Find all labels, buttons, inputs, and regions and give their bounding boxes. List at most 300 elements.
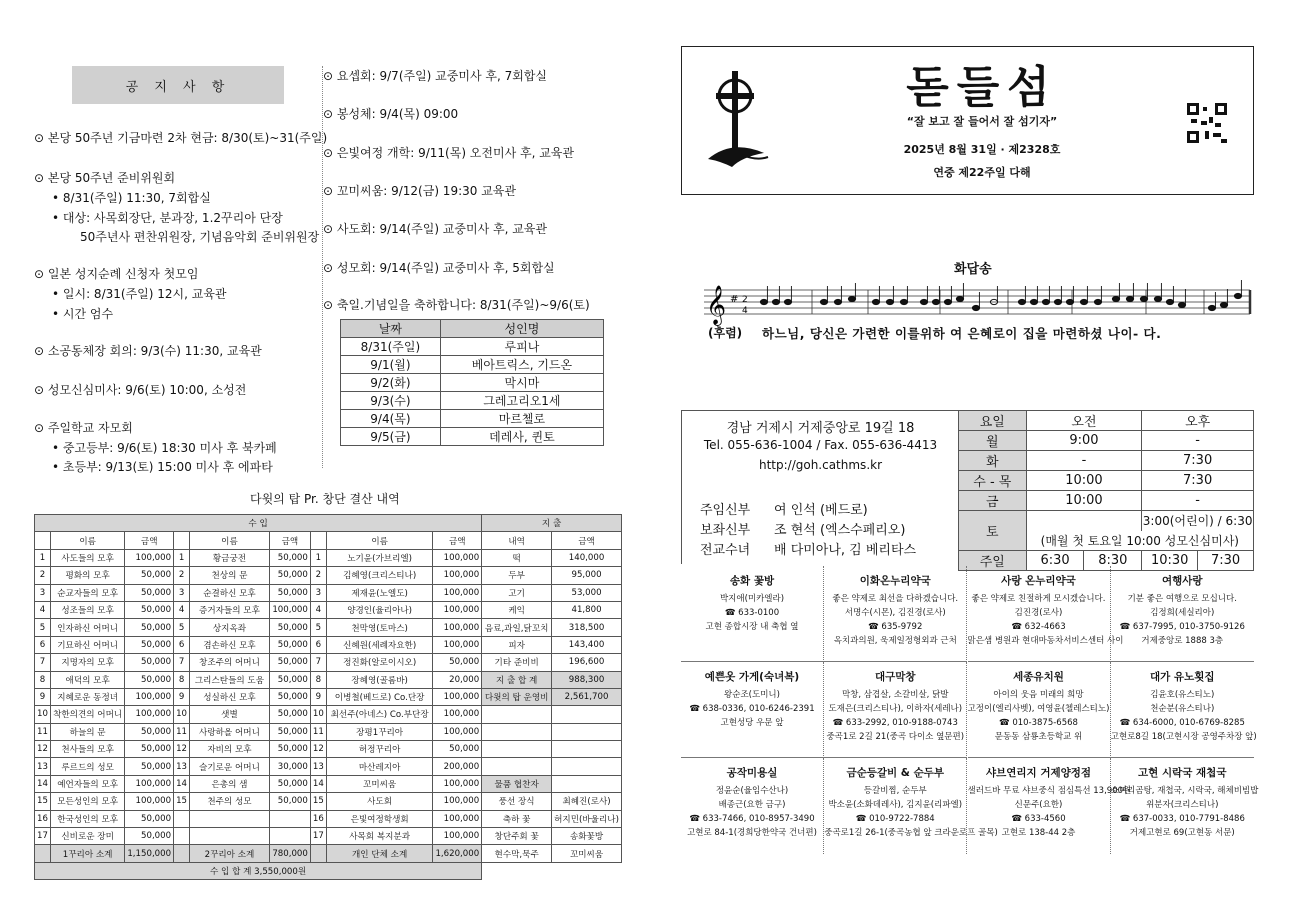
finance-cell: 정진화(알로이시오): [326, 654, 433, 671]
feast-cell: 9/5(금): [341, 428, 441, 446]
finance-table: [34, 514, 622, 880]
finance-cell: 140,000: [552, 549, 622, 566]
finance-cell: 떡: [482, 549, 552, 566]
finance-cell: 그리스탄들의 도움: [190, 671, 270, 688]
ad-line: 고현로8길 18(고현시장 공영주차장 앞): [1110, 732, 1257, 742]
finance-cell: 모든성인의 모후: [50, 793, 124, 810]
ad-line: 옥치과의원, 욱제일정형외과 근처: [833, 636, 957, 646]
finance-cell: 10: [35, 706, 51, 723]
finance-cell: 50,000: [125, 584, 174, 601]
finance-cell: 허정꾸리아: [326, 741, 433, 758]
feast-cell: 베아트릭스, 기드온: [440, 356, 603, 374]
ad-card: [824, 566, 967, 662]
schedule-am: 10:00: [1026, 471, 1142, 491]
ad-card: [967, 566, 1124, 662]
finance-cell: 14: [35, 775, 51, 792]
schedule-time: 10:30: [1142, 551, 1198, 571]
schedule-note: (매월 첫 토요일 10:00 성모신심미사): [1026, 531, 1253, 551]
ad-card: [967, 758, 1132, 854]
finance-cell: 41,800: [552, 601, 622, 618]
finance-cell: 사도회: [326, 793, 433, 810]
ad-line: 소머리곰탕, 재첩국, 시락국, 해체비빔밥: [1110, 786, 1259, 796]
finance-cell: 100,000: [433, 567, 482, 584]
staff-role: 전교수녀: [700, 543, 751, 558]
ad-card: [1111, 566, 1254, 662]
ad-card: [968, 662, 1111, 758]
finance-cell: 지혜로운 동정녀: [50, 688, 124, 705]
schedule-row: [959, 511, 1254, 531]
finance-column-header: 이름: [190, 532, 270, 549]
finance-cell: 송화꽃방: [552, 828, 622, 845]
hymn-title: 화답송: [954, 262, 992, 277]
schedule-day: 수 - 목: [959, 471, 1027, 491]
ad-line: ☎ 633-2992, 010-9188-0743: [832, 718, 958, 728]
schedule-pm: 7:30: [1142, 471, 1254, 491]
finance-cell: 현수막,묵주: [482, 845, 552, 862]
finance-column-header: 금액: [433, 532, 482, 549]
finance-cell: 7: [174, 654, 190, 671]
finance-cell: 다윗의 탑 운영비: [482, 688, 552, 705]
ad-line: 샐러드바 무료 샤브중식 점심특선 13,900원: [967, 786, 1132, 796]
finance-cell: 100,000: [433, 601, 482, 618]
finance-cell: 3: [310, 584, 326, 601]
finance-cell: 100,000: [125, 775, 174, 792]
finance-cell: [190, 828, 270, 845]
expense-header: 지 출: [482, 515, 622, 532]
notice-item: ⊙ 주일학교 자모회: [34, 421, 133, 435]
finance-cell: 5: [174, 619, 190, 636]
finance-cell: 50,000: [125, 671, 174, 688]
finance-cell: 100,000: [433, 584, 482, 601]
finance-cell: 1,620,000: [433, 845, 482, 862]
finance-cell: 자비의 모후: [190, 741, 270, 758]
ad-name: 대구막창: [874, 671, 916, 683]
ad-card: [1110, 662, 1257, 758]
finance-cell: 천막영(토마스): [326, 619, 433, 636]
finance-cell: 196,600: [552, 654, 622, 671]
finance-cell: 9: [310, 688, 326, 705]
ad-line: 아이의 웃음 미래의 희망: [993, 690, 1084, 700]
finance-cell: 50,000: [125, 636, 174, 653]
motto: “잘 보고 잘 들어서 잘 섬기자”: [906, 115, 1058, 128]
finance-cell: 사목회 복지분과: [326, 828, 433, 845]
ad-line: 신문주(요한): [1014, 800, 1063, 810]
finance-total-row: [35, 862, 622, 879]
finance-cell: 최선주(아네스) Co.부단장: [326, 706, 433, 723]
finance-cell: 6: [174, 636, 190, 653]
ad-line: 박지애(미카엘라): [719, 594, 785, 604]
finance-cell: 5: [310, 619, 326, 636]
income-total: 수 입 합 계 3,550,000원: [35, 862, 482, 879]
finance-cell: 50,000: [269, 688, 310, 705]
finance-cell: [552, 706, 622, 723]
finance-cell: 7: [310, 654, 326, 671]
business-ads: [681, 566, 1259, 854]
finance-cell: 10: [310, 706, 326, 723]
finance-cell: [552, 758, 622, 775]
finance-cell: 순교자들의 모후: [50, 584, 124, 601]
ad-line: ☎ 635-9792: [868, 622, 923, 632]
finance-cell: 노기윤(가브리엘): [326, 549, 433, 566]
finance-cell: 14: [310, 775, 326, 792]
finance-cell: 100,000: [433, 723, 482, 740]
feast-row: [341, 428, 604, 446]
ad-line: 거제중앙로 1888 3층: [1141, 636, 1224, 646]
ad-line: 중곡1로 2길 21(중곡 다이소 옆문편): [826, 732, 965, 742]
finance-row: [35, 741, 622, 758]
finance-cell: [174, 845, 190, 862]
finance-row: [35, 619, 622, 636]
finance-cell: 지 출 합 계: [482, 671, 552, 688]
finance-cell: 50,000: [269, 775, 310, 792]
finance-cell: 겸손하신 모후: [190, 636, 270, 653]
ad-line: ☎ 010-9722-7884: [855, 814, 935, 824]
feast-row: [341, 374, 604, 392]
finance-cell: 풍선 장식: [482, 793, 552, 810]
notice-item: • 대상: 사목회장단, 분과장, 1.2꾸리아 단장: [52, 211, 283, 225]
refrain-lyric: 하느님, 당신은 가련한 이를위하 여 은혜로이 집을 마련하셨 나이- 다.: [762, 326, 1162, 341]
finance-column-header: [35, 532, 51, 549]
finance-cell: 1: [35, 549, 51, 566]
finance-cell: [482, 741, 552, 758]
finance-cell: [174, 828, 190, 845]
finance-cell: 피자: [482, 636, 552, 653]
ad-line: 고정이(엘리사벳), 여영윤(첼레스티노): [967, 704, 1110, 714]
qr-code-icon: [1187, 103, 1227, 143]
finance-cell: 780,000: [269, 845, 310, 862]
schedule-time: 8:30: [1084, 551, 1142, 571]
schedule-day: 월: [959, 431, 1027, 451]
finance-cell: 한국성인의 모후: [50, 810, 124, 827]
finance-cell: 15: [174, 793, 190, 810]
ad-line: ☎ 633-0100: [724, 608, 780, 618]
ad-card: [824, 662, 967, 758]
finance-column-header: [310, 532, 326, 549]
finance-cell: 15: [35, 793, 51, 810]
ad-name: 이화온누리약국: [859, 575, 931, 587]
finance-cell: 4: [35, 601, 51, 618]
schedule-row: [959, 491, 1254, 511]
feast-cell: 막시마: [440, 374, 603, 392]
feast-table: [340, 319, 604, 446]
ad-line: 막창, 삼겹살, 소갈비살, 닭발: [841, 690, 949, 700]
ad-name: 세종유치원: [1013, 671, 1064, 683]
finance-cell: 100,000: [433, 775, 482, 792]
finance-cell: 증거자들의 모후: [190, 601, 270, 618]
svg-text:#: #: [730, 294, 739, 305]
finance-cell: 7: [35, 654, 51, 671]
notice-item: ⊙ 성모신심미사: 9/6(토) 10:00, 소성전: [34, 383, 247, 397]
finance-cell: 1꾸리아 소계: [50, 845, 124, 862]
finance-cell: 2꾸리아 소계: [190, 845, 270, 862]
finance-cell: 50,000: [125, 619, 174, 636]
finance-cell: 100,000: [433, 619, 482, 636]
finance-cell: 13: [174, 758, 190, 775]
refrain-label: (후렴): [708, 326, 743, 340]
finance-cell: 100,000: [433, 810, 482, 827]
finance-cell: 100,000: [433, 793, 482, 810]
finance-cell: 988,300: [552, 671, 622, 688]
finance-cell: 하늘의 문: [50, 723, 124, 740]
finance-cell: 사랑하올 어머니: [190, 723, 270, 740]
finance-row: [35, 758, 622, 775]
liturgical-sunday: 연중 제22주일 다해: [933, 166, 1031, 179]
finance-cell: 50,000: [125, 601, 174, 618]
ad-line: 중곡로1길 26-1(중곡농협 앞 크라운로프 골목): [824, 828, 998, 838]
finance-cell: [190, 810, 270, 827]
ad-line: 고현 종합시장 내 축협 옆: [705, 622, 799, 632]
finance-cell: [482, 723, 552, 740]
svg-text:4: 4: [742, 306, 748, 316]
music-staff: [704, 282, 1254, 325]
schedule-time: 7:30: [1198, 551, 1254, 571]
finance-cell: 천상의 문: [190, 567, 270, 584]
finance-cell: 성실하신 모후: [190, 688, 270, 705]
finance-cell: 천주의 성모: [190, 793, 270, 810]
ad-line: ☎ 637-0033, 010-7791-8486: [1119, 814, 1245, 824]
finance-cell: 50,000: [269, 671, 310, 688]
finance-cell: [552, 741, 622, 758]
finance-cell: 12: [310, 741, 326, 758]
finance-cell: 개인 단체 소계: [326, 845, 433, 862]
finance-cell: 100,000: [433, 688, 482, 705]
ad-line: 서명수(시몬), 김진경(로사): [844, 608, 946, 618]
feast-cell: 마르첼로: [440, 410, 603, 428]
finance-cell: 50,000: [269, 619, 310, 636]
ad-line: ☎ 633-7466, 010-8957-3490: [689, 814, 815, 824]
ad-name: 금순등갈비 & 순두부: [846, 767, 945, 779]
finance-cell: 이병철(베드로) Co.단장: [326, 688, 433, 705]
finance-cell: 마산레지아: [326, 758, 433, 775]
ad-name: 공작미용실: [726, 767, 778, 779]
finance-cell: 11: [310, 723, 326, 740]
finance-cell: 53,000: [552, 584, 622, 601]
finance-cell: 4: [310, 601, 326, 618]
finance-cell: 100,000: [125, 549, 174, 566]
notice-item: • 시간 엄수: [52, 307, 114, 321]
finance-cell: 16: [310, 810, 326, 827]
ad-line: 도재은(크리스티나), 이하자(세레나): [828, 704, 963, 714]
notice-title: 공 지 사 항: [72, 66, 284, 104]
ad-line: ☎ 633-4560: [1011, 814, 1066, 824]
feast-cell: 그레고리오1세: [440, 392, 603, 410]
ad-line: ☎ 010-3875-6568: [999, 718, 1078, 728]
finance-cell: [310, 845, 326, 862]
blank-cell: [552, 862, 622, 879]
finance-cell: 17: [310, 828, 326, 845]
ad-line: 왕순조(도미니): [724, 690, 780, 700]
schedule-header: 오후: [1142, 411, 1254, 431]
finance-row: [35, 601, 622, 618]
finance-column-header: 이름: [50, 532, 124, 549]
finance-cell: 17: [35, 828, 51, 845]
finance-cell: 1: [174, 549, 190, 566]
finance-cell: 50,000: [125, 567, 174, 584]
finance-cell: [269, 828, 310, 845]
finance-cell: 95,000: [552, 567, 622, 584]
ad-line: 천순분(유스티나): [1150, 704, 1215, 714]
finance-cell: 50,000: [269, 549, 310, 566]
staff-name: 여 인석 (베드로): [774, 503, 868, 518]
blank-cell: [1026, 511, 1142, 531]
finance-cell: 50,000: [433, 741, 482, 758]
finance-cell: 50,000: [125, 758, 174, 775]
finance-cell: 양경인(율리아나): [326, 601, 433, 618]
ad-line: 김정희(세실리아): [1150, 608, 1215, 618]
finance-cell: 16: [35, 810, 51, 827]
finance-cell: 100,000: [269, 601, 310, 618]
finance-cell: 8: [35, 671, 51, 688]
finance-cell: 샛별: [190, 706, 270, 723]
finance-cell: 2: [310, 567, 326, 584]
finance-cell: 100,000: [433, 549, 482, 566]
finance-cell: 11: [35, 723, 51, 740]
ad-line: 위분자(크리스티나): [1146, 800, 1219, 810]
feast-row: [341, 338, 604, 356]
finance-row: [35, 671, 622, 688]
finance-cell: 13: [310, 758, 326, 775]
finance-cell: 장평1꾸리아: [326, 723, 433, 740]
finance-cell: 14: [174, 775, 190, 792]
finance-cell: 50,000: [269, 741, 310, 758]
finance-row: [35, 828, 622, 845]
church-info: [681, 410, 958, 564]
finance-cell: 100,000: [433, 706, 482, 723]
finance-cell: 성조들의 모후: [50, 601, 124, 618]
finance-cell: 15: [310, 793, 326, 810]
finance-cell: 은총의 샘: [190, 775, 270, 792]
finance-cell: 김혜영(크리스티나): [326, 567, 433, 584]
feast-header: 날짜: [341, 320, 441, 338]
finance-cell: 황금궁전: [190, 549, 270, 566]
schedule-day: 주일: [959, 551, 1027, 571]
ad-card: [824, 758, 998, 854]
finance-cell: 50,000: [433, 654, 482, 671]
finance-cell: 1: [310, 549, 326, 566]
svg-text:2: 2: [742, 295, 748, 305]
schedule-header: 오전: [1026, 411, 1142, 431]
notice-item: ⊙ 성모회: 9/14(주일) 교중미사 후, 5회합실: [323, 261, 555, 275]
schedule-pm: -: [1142, 491, 1254, 511]
finance-cell: 평화의 모후: [50, 567, 124, 584]
finance-cell: 9: [174, 688, 190, 705]
ad-name: 대가 유노횟집: [1149, 671, 1215, 683]
ad-line: 기분 좋은 여행으로 모십니다.: [1127, 594, 1237, 604]
finance-cell: 6: [310, 636, 326, 653]
schedule-header: 요일: [959, 411, 1027, 431]
finance-cell: 50,000: [125, 810, 174, 827]
finance-cell: 신혜원(세례자요한): [326, 636, 433, 653]
finance-cell: [482, 758, 552, 775]
finance-cell: 50,000: [269, 793, 310, 810]
finance-cell: 50,000: [269, 706, 310, 723]
finance-cell: 최혜진(로사): [552, 793, 622, 810]
ad-line: 좋은 약제로 친절하게 모시겠습니다.: [971, 594, 1106, 604]
schedule-row: [959, 451, 1254, 471]
notice-item: • 일시: 8/31(주일) 12시, 교육관: [52, 287, 227, 301]
finance-cell: 두부: [482, 567, 552, 584]
finance-cell: 예언자들의 모후: [50, 775, 124, 792]
schedule-pm: -: [1142, 431, 1254, 451]
ad-name: 송화 꽃방: [729, 575, 775, 587]
schedule-day: 금: [959, 491, 1027, 511]
finance-cell: 3: [174, 584, 190, 601]
finance-row: [35, 810, 622, 827]
ad-line: ☎ 637-7995, 010-3750-9126: [1119, 622, 1245, 632]
finance-row: [35, 793, 622, 810]
schedule-am: -: [1026, 451, 1142, 471]
finance-cell: 100,000: [125, 688, 174, 705]
finance-cell: 지명자의 모후: [50, 654, 124, 671]
ad-card: [681, 566, 824, 662]
ad-line: ☎ 632-4663: [1011, 622, 1066, 632]
feast-cell: 데레사, 퀸토: [440, 428, 603, 446]
feast-cell: 9/2(화): [341, 374, 441, 392]
finance-cell: 13: [35, 758, 51, 775]
schedule-row: [959, 431, 1254, 451]
schedule-am: 9:00: [1026, 431, 1142, 451]
finance-column-header: 내역: [482, 532, 552, 549]
finance-cell: 50,000: [125, 741, 174, 758]
notice-item: ⊙ 요셉회: 9/7(주일) 교중미사 후, 7회합실: [323, 69, 547, 83]
notice-item: ⊙ 본당 50주년 준비위원회: [34, 171, 176, 185]
ad-line: 정윤순(율임수산나): [715, 786, 789, 796]
finance-cell: 8: [310, 671, 326, 688]
finance-cell: 케익: [482, 601, 552, 618]
finance-cell: 100,000: [433, 828, 482, 845]
feast-cell: 9/1(월): [341, 356, 441, 374]
finance-column-header: 금액: [269, 532, 310, 549]
ad-name: 샤브연리지 거제양정점: [985, 767, 1092, 779]
finance-row: [35, 636, 622, 653]
ad-line: ☎ 638-0336, 010-6246-2391: [689, 704, 815, 714]
finance-column-header: [174, 532, 190, 549]
ad-card: [1110, 758, 1259, 854]
schedule-am: 10:00: [1026, 491, 1142, 511]
finance-cell: 꼬미씨움: [552, 845, 622, 862]
ad-name: 예쁜옷 가게(숙녀복): [704, 671, 800, 683]
finance-cell: 루르드의 성모: [50, 758, 124, 775]
finance-cell: 허지민(바울리나): [552, 810, 622, 827]
issue-date: 2025년 8월 31일 · 제2328호: [903, 143, 1061, 156]
ad-line: 김윤호(유스티노): [1150, 690, 1215, 700]
feast-row: [341, 392, 604, 410]
finance-cell: 100,000: [433, 636, 482, 653]
finance-cell: 50,000: [269, 654, 310, 671]
finance-cell: 물품 협찬자: [482, 775, 552, 792]
mass-schedule: [958, 410, 1254, 571]
finance-cell: 1,150,000: [125, 845, 174, 862]
finance-cell: 100,000: [125, 793, 174, 810]
finance-cell: 음료,과일,닭꼬치: [482, 619, 552, 636]
finance-cell: [269, 810, 310, 827]
notice-item: ⊙ 일본 성지순례 신청자 첫모임: [34, 267, 199, 281]
schedule-row: [959, 471, 1254, 491]
finance-column-header: 이름: [326, 532, 433, 549]
finance-cell: 착한의견의 어머니: [50, 706, 124, 723]
staff-role: 보좌신부: [700, 523, 751, 538]
masthead: [681, 46, 1254, 195]
feast-cell: 루피나: [440, 338, 603, 356]
ad-line: 김진경(로사): [1014, 608, 1063, 618]
finance-cell: 4: [174, 601, 190, 618]
finance-row: [35, 845, 622, 862]
feast-cell: 9/4(목): [341, 410, 441, 428]
finance-cell: 30,000: [269, 758, 310, 775]
finance-row: [35, 567, 622, 584]
ad-line: 등갈비찜, 순두부: [863, 786, 927, 796]
finance-cell: 6: [35, 636, 51, 653]
